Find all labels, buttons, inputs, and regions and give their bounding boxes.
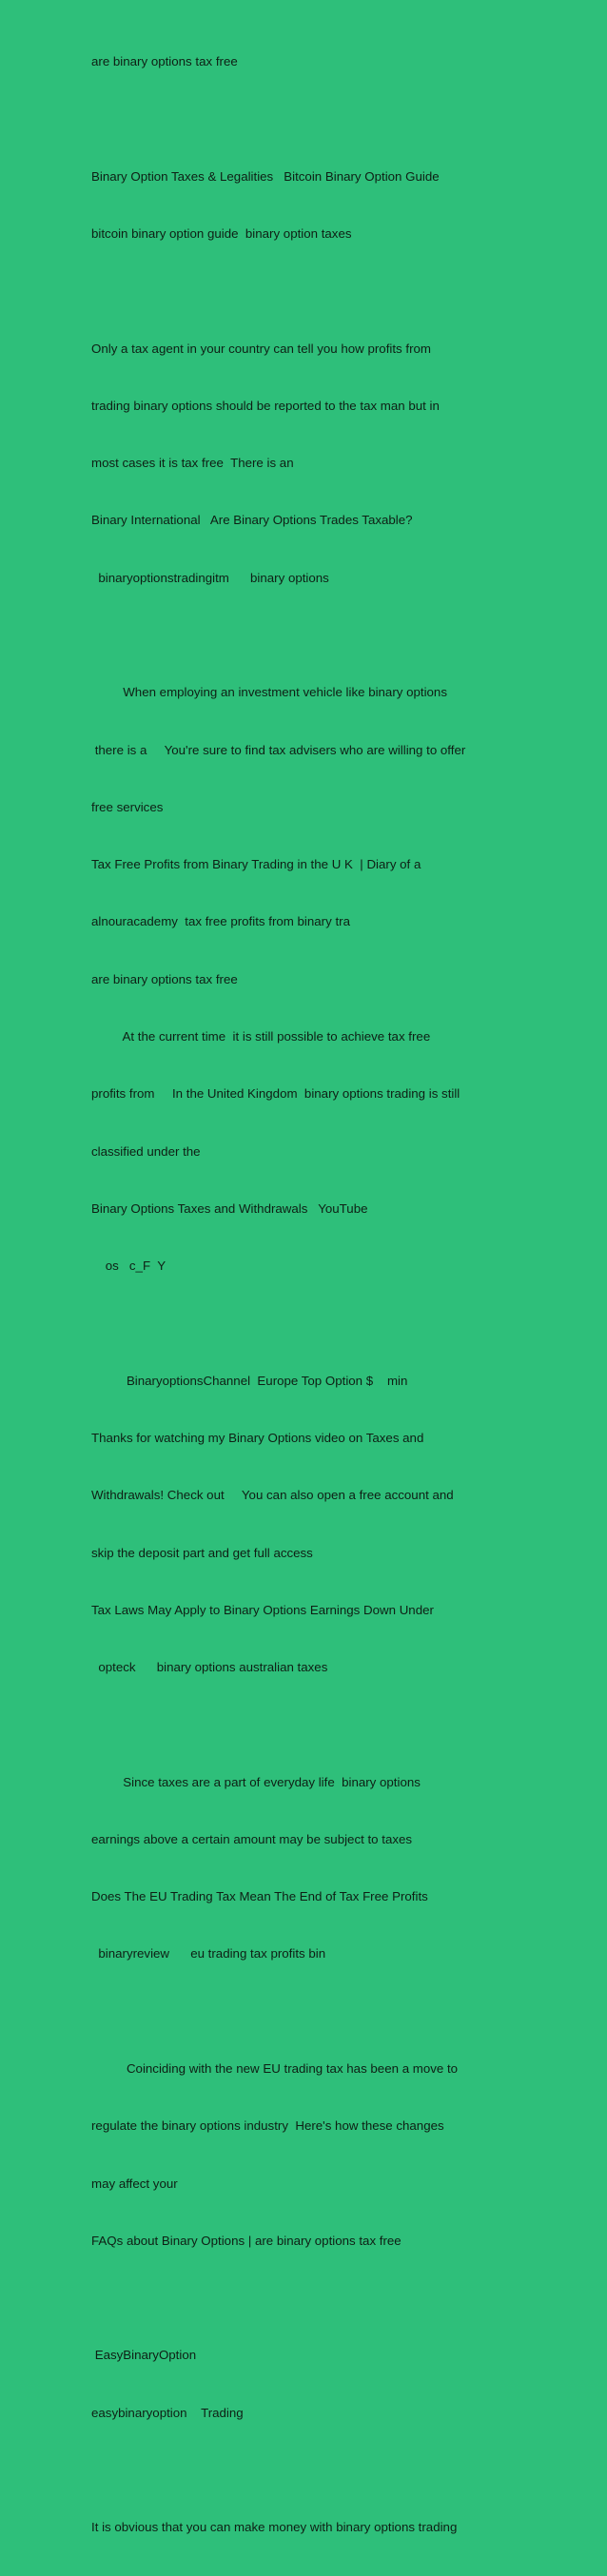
text-line: Binary Options Taxes and Withdrawals YouTube: [91, 1200, 368, 1216]
blank-line: [91, 1314, 586, 1333]
text-line: Since taxes are a part of everyday life binary options: [91, 1774, 421, 1789]
text-line: binaryoptionstradingitm binary options: [91, 570, 329, 585]
text-line: may affect your: [91, 2176, 178, 2191]
text-line: FAQs about Binary Options | are binary options tax free: [91, 2233, 401, 2248]
blank-line: [91, 2289, 586, 2308]
text-line: easybinaryoption Trading: [91, 2405, 244, 2420]
text-line: binaryreview eu trading tax profits bin: [91, 1946, 326, 1961]
text-line: Only a tax agent in your country can tell you how profits from: [91, 341, 431, 356]
blank-line: [91, 2461, 586, 2480]
text-line: there is a You're sure to find tax advisers who are willing to offer: [91, 742, 466, 757]
document-text: [91, 14, 586, 2576]
text-line: classified under the: [91, 1143, 201, 1159]
text-line: Tax Laws May Apply to Binary Options Earnings Down Under: [91, 1602, 434, 1617]
text-line: are binary options tax free: [91, 971, 238, 986]
blank-line: [91, 109, 586, 128]
blank-line: [91, 626, 586, 645]
text-line: profits from In the United Kingdom binary options trading is still: [91, 1086, 460, 1102]
text-line: trading binary options should be reported to the tax man but in: [91, 398, 440, 413]
text-line: are binary options tax free: [91, 54, 238, 69]
blank-line: [91, 282, 586, 301]
text-line: It is obvious that you can make money with binary options trading: [91, 2520, 458, 2535]
text-line: free services: [91, 799, 164, 814]
text-line: skip the deposit part and get full access: [91, 1545, 313, 1560]
blank-line: [91, 1715, 586, 1734]
text-line: Does The EU Trading Tax Mean The End of Tax Free Profits: [91, 1889, 428, 1904]
text-line: Binary International Are Binary Options Trades Taxable?: [91, 513, 413, 528]
text-line: Coinciding with the new EU trading tax has been a move to: [91, 2061, 459, 2077]
text-line: earnings above a certain amount may be subject to taxes: [91, 1831, 413, 1846]
text-line: Withdrawals! Check out You can also open a free account and: [91, 1488, 454, 1503]
text-line: When employing an investment vehicle like binary options: [91, 685, 447, 700]
text-line: Thanks for watching my Binary Options video on Taxes and: [91, 1430, 424, 1445]
text-line: Tax Free Profits from Binary Trading in the U K | Diary of a: [91, 857, 421, 872]
text-line: opteck binary options australian taxes: [91, 1660, 328, 1675]
text-line: Binary Option Taxes & Legalities Bitcoin Binary Option Guide: [91, 168, 440, 184]
text-line: os c_F Y: [91, 1259, 166, 1274]
text-line: At the current time it is still possible to achieve tax free: [91, 1028, 431, 1044]
text-line: alnouracademy tax free profits from binary tra: [91, 914, 350, 929]
text-line: most cases it is tax free There is an: [91, 456, 294, 471]
text-line: BinaryoptionsChannel Europe Top Option $ min: [91, 1373, 408, 1388]
blank-line: [91, 2002, 586, 2021]
text-line: bitcoin binary option guide binary option taxes: [91, 226, 352, 242]
text-line: EasyBinaryOption: [91, 2348, 197, 2363]
text-line: regulate the binary options industry Here's how these changes: [91, 2118, 444, 2134]
